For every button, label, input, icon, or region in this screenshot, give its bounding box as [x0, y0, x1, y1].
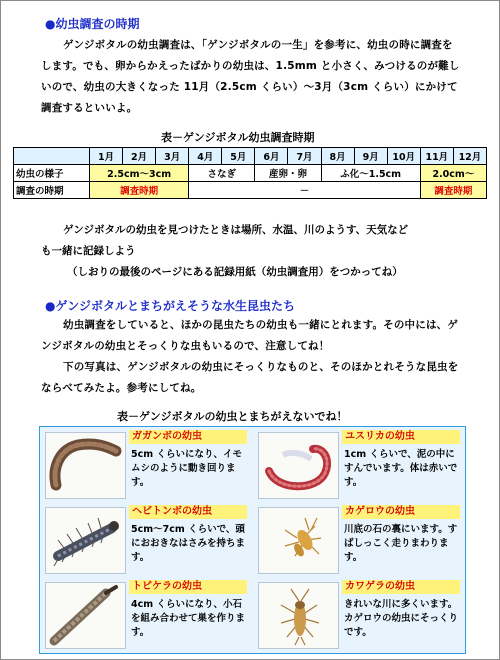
- schedule-corner-cell: [14, 148, 90, 165]
- survey-period-cell: 調査時期: [90, 182, 189, 199]
- lookalike-paragraph-2: 下の写真は、ゲンジボタルの幼虫にそっくりなものと、そのほかとれそうな昆虫をならべてみたよ。参考にしてね。: [41, 361, 459, 394]
- month-cell: 1月: [90, 148, 123, 165]
- schedule-header-row: [14, 148, 487, 165]
- schedule-table: [13, 147, 487, 199]
- egg-cell: 産卵・卵: [255, 165, 321, 182]
- larva-size-cell: 2.5cm～3cm: [90, 165, 189, 182]
- larva-size-cell: 2.0cm～: [420, 165, 486, 182]
- insect-description: 1cm くらいで、泥の中にすんでいます。体は赤いです。: [344, 449, 458, 488]
- larva-state-row: [14, 165, 487, 182]
- insect-card: [254, 578, 464, 651]
- insect-description: 川底の石の裏にいます。すばしっこく走りまわります。: [344, 524, 458, 563]
- insect-card: [254, 503, 464, 576]
- month-cell: 8月: [321, 148, 354, 165]
- no-survey-cell: －: [189, 182, 421, 199]
- insect-name: ユスリカの幼虫: [342, 430, 460, 444]
- insect-card: [41, 503, 251, 576]
- month-cell: 12月: [453, 148, 486, 165]
- survey-period-cell: 調査時期: [420, 182, 486, 199]
- dobsonfly-larva-photo: [45, 507, 126, 574]
- section-heading-survey-period: ●幼虫調査の時期: [45, 17, 140, 31]
- lookalike-paragraph-1: 幼虫調査をしていると、ほかの昆虫たちの幼虫も一緒にとれます。その中には、ゲンジボタルの幼虫とそっくりな虫もいるので、注意してね！: [41, 319, 459, 352]
- month-cell: 5月: [222, 148, 255, 165]
- month-cell: 2月: [123, 148, 156, 165]
- schedule-table-caption: 表－ゲンジボタル幼虫調査時期: [161, 131, 315, 144]
- insect-photo-table: [39, 426, 466, 654]
- month-cell: 9月: [354, 148, 387, 165]
- insect-description: 4cm くらいになり、小石を組み合わせて巣を作ります。: [131, 599, 246, 638]
- crane-fly-larva-photo: [45, 432, 126, 499]
- record-note-line1: ゲンジボタルの幼虫を見つけたときは場所、水温、川のようす、天気など: [63, 224, 409, 236]
- survey-period-paragraph: ゲンジボタルの幼虫調査は、「ゲンジボタルの一生」を参考に、幼虫の時に調査をします。でも、卵からかえったばかりの幼虫は、1.5mm と小さく、みつけるのが難しいので、幼虫の大きくなった 11月（2.5cm くらい）～3月（3cm くらい）にかけて調査するといいよ。: [41, 39, 460, 114]
- insect-name: カゲロウの幼虫: [342, 505, 460, 519]
- midge-larva-photo: [258, 432, 339, 499]
- row-label: 幼虫の様子: [14, 165, 90, 182]
- row-label: 調査の時期: [14, 182, 90, 199]
- pupa-cell: さなぎ: [189, 165, 255, 182]
- insect-name: ガガンボの幼虫: [129, 430, 247, 444]
- month-cell: 3月: [156, 148, 189, 165]
- month-cell: 4月: [189, 148, 222, 165]
- stonefly-larva-photo: [258, 582, 339, 649]
- insect-card: [41, 428, 251, 501]
- month-cell: 6月: [255, 148, 288, 165]
- insect-description: きれいな川に多くいます。カゲロウの幼虫にそっくりです。: [344, 599, 459, 638]
- month-cell: 11月: [420, 148, 453, 165]
- hatch-cell: ふ化～1.5cm: [321, 165, 420, 182]
- month-cell: 10月: [387, 148, 420, 165]
- insect-table-caption: 表－ゲンジボタルの幼虫とまちがえないでね！: [117, 410, 348, 423]
- section-heading-lookalike-insects: ●ゲンジボタルとまちがえそうな水生昆虫たち: [45, 299, 295, 313]
- mayfly-larva-photo: [258, 507, 339, 574]
- insect-description: 5cm～7cm くらいで、頭におおきなはさみを持ちます。: [131, 524, 246, 563]
- insect-name: カワゲラの幼虫: [342, 580, 460, 594]
- record-note-line2: も一緒に記録しよう: [41, 245, 136, 257]
- insect-card: [41, 578, 251, 651]
- insect-name: トビケラの幼虫: [129, 580, 247, 594]
- insect-name: ヘビトンボの幼虫: [129, 505, 247, 519]
- insect-card: [254, 428, 464, 501]
- caddisfly-larva-photo: [45, 582, 126, 649]
- survey-period-row: [14, 182, 487, 199]
- month-cell: 7月: [288, 148, 321, 165]
- record-note-line3: （しおりの最後のページにある記録用紙（幼虫調査用）をつかってね）: [67, 266, 403, 278]
- insect-description: 5cm くらいになり、イモムシのように動き回ります。: [131, 449, 242, 488]
